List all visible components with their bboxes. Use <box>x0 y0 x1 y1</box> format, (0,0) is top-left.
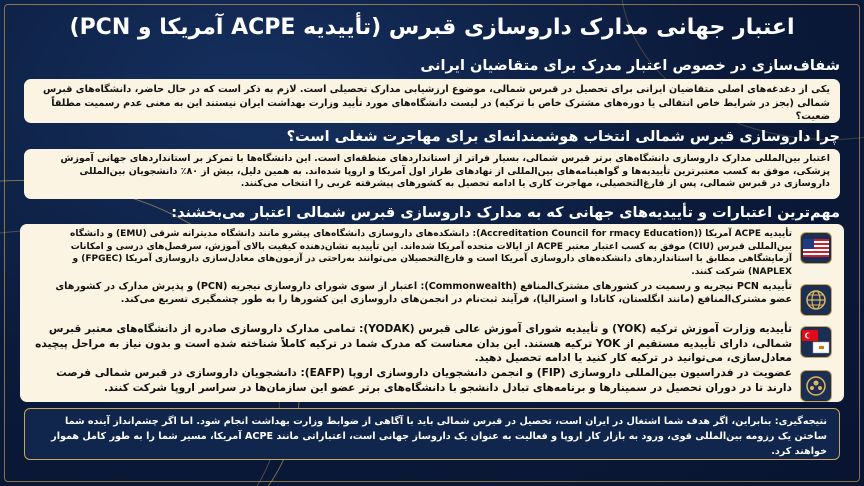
transparency-text: یکی از دغدغه‌های اصلی متقاضیان ایرانی برای تحصیل در قبرس شمالی، موضوع ارزشیابی مدارک تحصیلی است. لازم به ذکر است که در حال حاضر، دانشگاه‌های قبرس شمالی (بجز در شرایط خاص انتقالی یا دوره‌های مشترک خاص با ترکیه) در لیست دانشگاه‌های مورد تأیید وزارت بهداشت ایران نیستند این به معنی عدم رسمیت مطلقاً ضعیت؟ <box>43 84 830 122</box>
accreditation-text: عضویت در فدراسیون بین‌المللی داروسازی (FIP) و انجمن دانشجویان داروسازی اروپا (EAFP): دانشجویان داروسازی در قبرس شمالی فرصت دارند تا در دوران تحصیل در سمینارها و برنامه‌های تبادل دانشجو با دانشگاه‌های برتر عضو این سازمان‌ها در سراسر اروپا شرکت کنند. <box>56 367 792 394</box>
why-cyprus-text: اعتبار بین‌المللی مدارک داروسازی دانشگاه‌های برتر قبرس شمالی، بسیار فراتر از استانداردهای منطقه‌ای است. این دانشگاه‌ها با تمرکز بر استانداردهای جهانی آموزش پزشکی، موفق به کسب معتبرترین تأییدیه‌ها و گواهینامه‌های بین‌المللی از نهادهای طراز اول آمریکا و اروپا شده‌اند. به همین دلیل، بیش از ۸۰٪ دانشجویان بین‌المللی داروسازی در قبرس شمالی، پس از فارغ‌التحصیلی، مهاجرت کاری یا ادامه تحصیل به کشورهای پیشرفته غربی را انتخاب می‌کنند. <box>60 153 830 189</box>
conclusion-text: نتیجه‌گیری: بنابراین، اگر هدف شما اشتغال در ایران است، تحصیل در قبرس شمالی باید با آگاهی از ضوابط وزارت بهداشت انجام شود. اما اگر چشم‌انداز آینده شما ساختن یک رزومه بین‌المللی قوی، ورود به بازار کار اروپا و فعالیت به عنوان یک داروساز جهانی است، اعتباراتی مانند ACPE آمریکا، مسیر شما را به طور کامل هموار خواهند کرد. <box>51 416 827 457</box>
section-heading-accreditations: مهم‌ترین اعتبارات و تأییدیه‌های جهانی که به مدارک داروسازی قبرس شمالی اعتبار می‌بخشند: <box>171 205 840 221</box>
accreditation-item-acpe <box>24 226 840 276</box>
why-cyprus-panel <box>24 149 840 199</box>
accreditation-text: تأییدیه PCN نیجریه و رسمیت در کشورهای مشترک‌المنافع (Commonwealth): اعتبار از سوی شورای داروسازی نیجریه (PCN) و پذیرش مدارک در کشورهای عضو مشترک‌المنافع (مانند انگلستان، کانادا و استرالیا)، فرآیند ثبت‌نام در انجمن‌های داروسازی این کشورها را به طور چشمگیری تسریع می‌کند. <box>55 281 792 305</box>
globe-network-icon <box>800 284 832 316</box>
accreditation-item-fip <box>24 364 840 402</box>
accreditation-text: تأییدیه وزارت آموزش ترکیه (YOK) و تأییدیه شورای آموزش عالی قبرس (YODAK): تمامی مدارک داروسازی صادره از دانشگاه‌های معتبر قبرس شمالی، دارای تأییدیه مستقیم از YOK ترکیه هستند. این بدان معناست که مدرک شما در ترکیه کاملاً شناخته شده است و بدون نیاز به مراحل پیچیده معادل‌سازی، می‌توانید در ترکیه کار کنید یا ادامه تحصیل دهید. <box>35 323 792 364</box>
accreditation-item-pcn <box>24 278 840 318</box>
us-flag-icon <box>800 232 832 264</box>
accreditation-item-yok <box>24 320 840 364</box>
section-heading-transparency: شفاف‌سازی در خصوص اعتبار مدرک برای متقاضیان ایرانی <box>420 58 840 74</box>
turkey-cyprus-flags-icon <box>800 326 832 358</box>
accreditation-text: تأییدیه ACPE آمریکا ((Accreditation Council for rmacy Education): دانشکده‌های داروسازی دانشگاه‌های پیشرو مانند دانشگاه مدیترانه شرقی (EMU) و دانشگاه بین‌المللی قبرس (CIU) موفق به کسب اعتبار معتبر ACPE از ایالات متحده آمریکا شده‌اند. این تأییدیه نشان‌دهنده کیفیت بالای آموزش، سرفصل‌های درسی و امکانات آزمایشگاهی مطابق با استانداردهای دانشکده‌های داروسازی آمریکا است و فارغ‌التحصیلان می‌توانند به‌راحتی در آزمون‌های معادل‌سازی داروسازی آمریکا (FPGEC) و NAPLEX) شرکت کنند. <box>70 229 792 276</box>
conclusion-box <box>24 408 840 460</box>
federation-emblem-icon <box>800 370 832 402</box>
transparency-panel <box>24 79 840 123</box>
section-heading-why-cyprus: چرا داروسازی قبرس شمالی انتخاب هوشمندانه‌ای برای مهاجرت شغلی است؟ <box>286 129 840 145</box>
page-title: اعتبار جهانی مدارک داروسازی قبرس (تأییدیه ACPE آمریکا و PCN) <box>69 15 795 40</box>
